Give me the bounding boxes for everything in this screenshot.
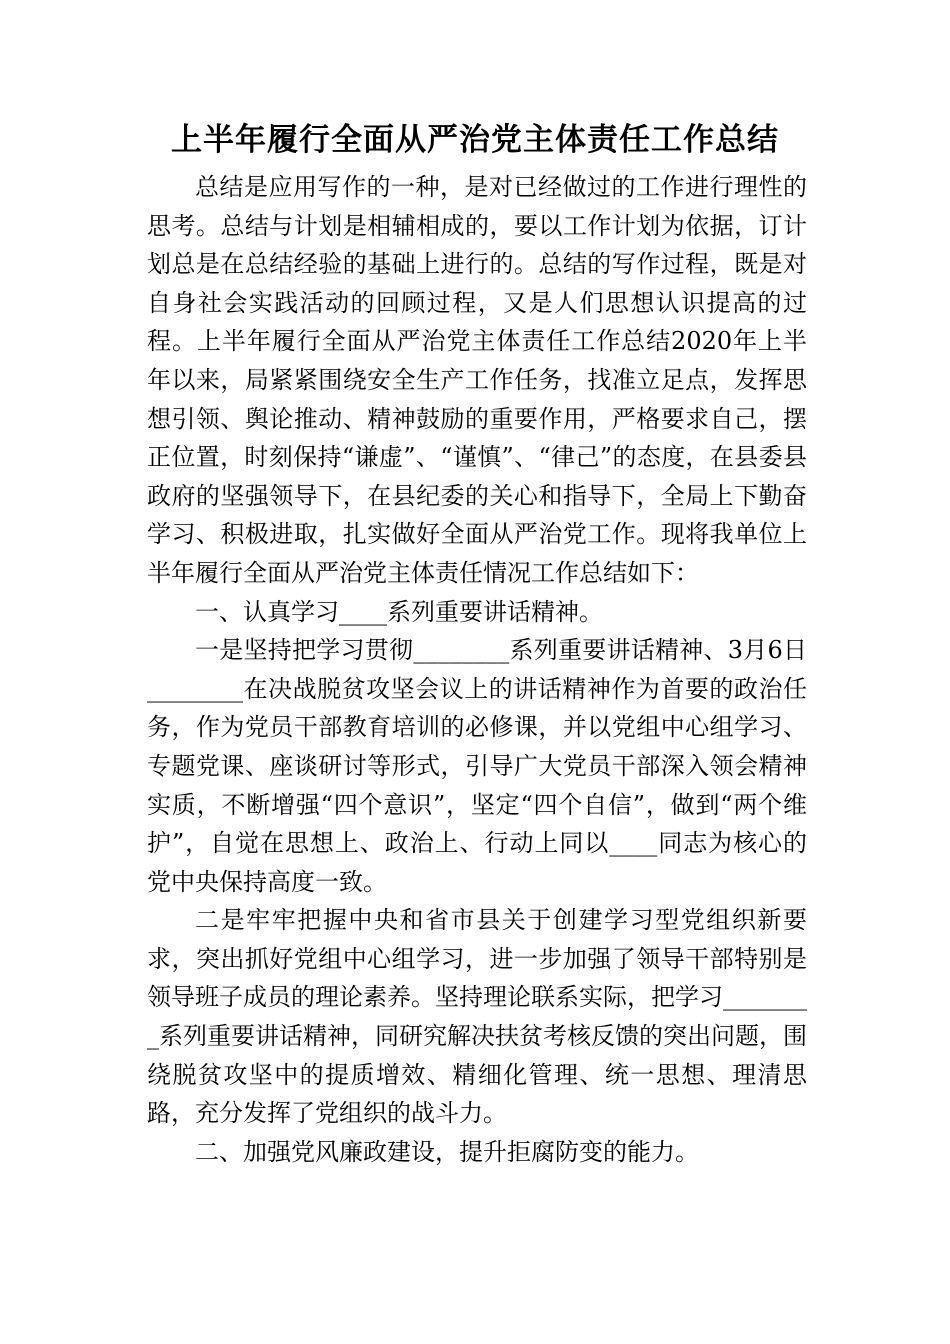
paragraph-intro: 总结是应用写作的一种，是对已经做过的工作进行理性的思考。总结与计划是相辅相成的，要以工作计划为依据，订计划总是在总结经验的基础上进行的。总结的写作过程，既是对自身社会实践活动的回顾过程，又是人们思想认识提高的过程。上半年履行全面从严治党主体责任工作总结2020年上半年以来，局紧紧围绕安全生产工作任务，找准立足点，发挥思想引领、舆论推动、精神鼓励的重要作用，严格要求自己，摆正位置，时刻保持“谦虚”、“谨慎”、“律己”的态度，在县委县政府的坚强领导下，在县纪委的关心和指导下，全局上下勤奋学习、积极进取，扎实做好全面从严治党工作。现将我单位上半年履行全面从严治党主体责任情况工作总结如下： [147, 173, 807, 587]
paragraph-section-1-heading: 一、认真学习____系列重要讲话精神。 [195, 597, 603, 626]
paragraph-section-2-heading: 二、加强党风廉政建设，提升拒腐防变的能力。 [195, 1137, 699, 1166]
document-body [147, 168, 807, 1171]
paragraph-point-2: 二是牢牢把握中央和省市县关于创建学习型党组织新要求，突出抓好党组中心组学习，进一步加强了领导干部特别是领导班子成员的理论素养。坚持理论联系实际，把学习________系列重要讲话精神，同研究解决扶贫考核反馈的突出问题，围绕脱贫攻坚中的提质增效、精细化管理、统一思想、理清思路，充分发挥了党组织的战斗力。 [147, 906, 807, 1128]
document-title: 上半年履行全面从严治党主体责任工作总结 [171, 122, 779, 158]
paragraph-point-1: 一是坚持把学习贯彻________系列重要讲话精神、3月6日________在决战脱贫攻坚会议上的讲话精神作为首要的政治任务，作为党员干部教育培训的必修课，并以党组中心组学习、专题党课、座谈研讨等形式，引导广大党员干部深入领会精神实质，不断增强“四个意识”，坚定“四个自信”，做到“两个维护”，自觉在思想上、政治上、行动上同以____同志为核心的党中央保持高度一致。 [147, 636, 807, 896]
